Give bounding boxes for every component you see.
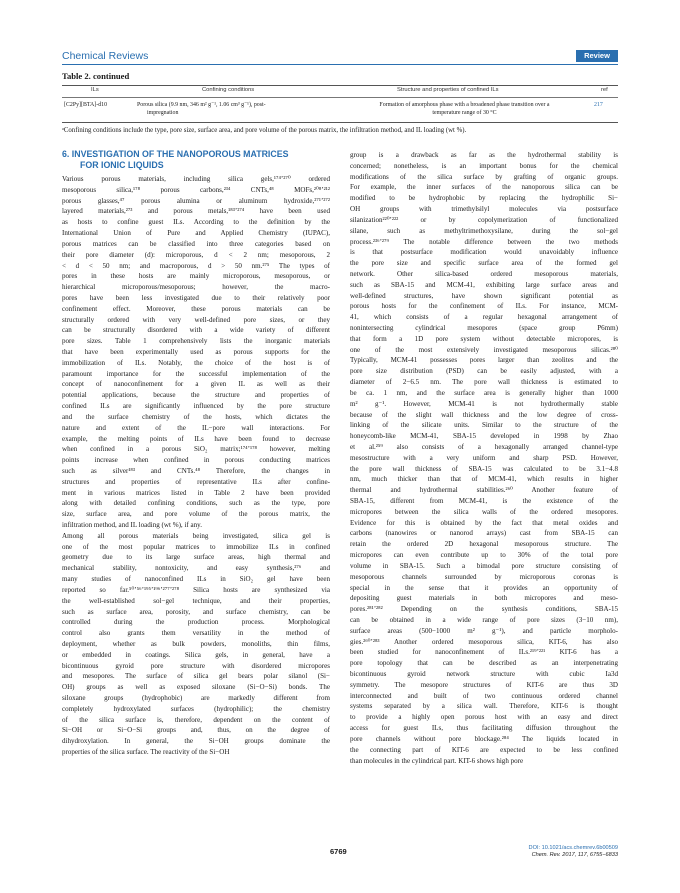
text-line: pore channels without pore blockage.²⁸⁴ The liquids located in xyxy=(350,734,618,743)
text-line: as hosts to confine guest ILs. According to the definition by the xyxy=(62,218,330,227)
text-line: thermal and hydrothermal stabilities.²⁶⁰ Another feature of xyxy=(350,486,618,495)
text-line: porous hosts for the confinement of ILs. For instance, MCM- xyxy=(350,302,618,311)
text-line: Si−OH or Si−O−Si groups and, thus, on the degree of xyxy=(62,726,330,735)
text-line: access for guest ILs, thus facilitating diffusion throughout the xyxy=(350,724,618,733)
text-line: siloxane groups (hydrophobic) are markedly different from xyxy=(62,694,330,702)
text-line: geometry due to its large surface areas, high thermal and xyxy=(62,553,330,562)
doi-link[interactable]: DOI: 10.1021/acs.chemrev.6b00509 xyxy=(528,845,618,851)
text-line: group is a drawback as far as the hydrothermal stability is xyxy=(350,151,618,159)
text-line: when confined in a porous SiO₂ matrix;¹⁷⁴ʼ¹⁷⁸ however, melting xyxy=(62,445,330,454)
text-line: ment in various matrices listed in Table 2 have been provided xyxy=(62,488,330,497)
text-line: can be obtained in a wide range of pore sizes (3−10 nm), xyxy=(350,615,618,624)
text-line: surface areas (500−1000 m² g⁻¹), and particle morpholo- xyxy=(350,626,618,635)
text-line: International Union of Pure and Applied Chemistry (IUPAC), xyxy=(62,229,330,238)
text-line: than molecules in the cylindrical part. KIT-6 shows high pore xyxy=(350,756,524,765)
text-line: carbons (nanowires or nanorod arrays) cast from SBA-15 can xyxy=(350,529,618,538)
text-line: along with detailed confining conditions, such as the type, pore xyxy=(62,499,330,508)
text-line: potential applications, because the structure and properties of xyxy=(62,391,330,400)
text-line: completely hydroxylated surfaces (hydrophilic); the chemistry xyxy=(62,704,330,713)
text-line: pore sizes. Table 1 comprehensively lists the inorganic materials xyxy=(62,337,330,346)
text-line: concept of nanoconfinement for a given IL as well as their xyxy=(62,380,330,389)
text-line: that have been experimentally used as porous supports for the xyxy=(62,348,330,356)
text-line: network. Other silica-based ordered mesoporous materials, xyxy=(350,269,618,278)
text-line: hierarchical microporous/mesoporous; however, the macro- xyxy=(62,283,330,292)
text-line: their pore diameter (d): microporous, d < 2 nm; mesoporous, 2 xyxy=(62,250,330,259)
text-line: Among all porous materials being investigated, silica gel is xyxy=(62,531,330,540)
text-line: nm, much thicker than that of MCM-41, which results in higher xyxy=(350,475,618,484)
text-line: to provide a highly open porous host with an easy and direct xyxy=(350,713,618,722)
text-line: because of the slight wall thickness and the low degree of cross- xyxy=(350,410,618,419)
journal-title: Chemical Reviews xyxy=(62,50,149,62)
text-line: structures and properties of representative ILs after confine- xyxy=(62,477,330,486)
table-header-conditions: Confining conditions xyxy=(202,87,255,93)
text-line: porous glasses,⁴⁷ porous alumina or aluminum hydroxide,²⁷¹ʼ²⁷² xyxy=(62,196,330,205)
text-line: Typically, MCM-41 possesses pores larger than zeolites and the xyxy=(350,356,618,365)
text-line: pore topology that can be described as an interpenetrating xyxy=(350,659,618,668)
text-line: process.²³⁶ʼ²⁷⁹ The notable difference between the two methods xyxy=(350,237,618,246)
text-line: points increase when confined in porous conducting matrices xyxy=(62,456,330,465)
text-line: and mesopores. The surface of silica gel bears polar silanol (Si− xyxy=(62,672,330,681)
text-line: the pore size and specific surface area of the formed gel xyxy=(350,259,618,268)
table-footnote: ᵃConfining conditions include the type, pore size, surface area, and pore volume of the porous matrix, the infiltration method, and IL loading (wt %). xyxy=(62,127,467,134)
text-line: pores in these hosts are mainly microporous, mesoporous, or xyxy=(62,272,330,281)
text-line: linking of the silicate units. Similar to the structure of the xyxy=(350,421,618,430)
text-line: the pore wall thickness of SBA-15 was calculated to be 3.1−4.8 xyxy=(350,464,618,473)
table-top-rule xyxy=(62,85,618,86)
table-header-rule xyxy=(62,97,618,98)
text-line: one of the most extensively investigated mesoporous silicas.²⁸⁰ xyxy=(350,345,618,354)
text-line: confined ILs are significantly influenced by the pore structure xyxy=(62,402,330,411)
text-line: the connecting part of KIT-6 are expected to be less confined xyxy=(350,745,618,754)
right-column xyxy=(350,150,618,766)
text-line: modifications of the silica surface by grafting of organic groups. xyxy=(350,172,618,181)
text-line: infiltration method, and IL loading (wt %), if any. xyxy=(62,521,202,529)
text-line: paramount importance for the successful implementation of the xyxy=(62,369,330,378)
text-line: mesoporous channels surrounded by microporous coronas is xyxy=(350,572,618,581)
text-line: or embedded in coatings. Silica gels, in general, have a xyxy=(62,650,330,659)
text-line: nonintersecting cylindrical mesopores (space group P6mm) xyxy=(350,324,618,332)
text-line: confinement effect. Moreover, these porous materials can be xyxy=(62,304,330,313)
table-cell-il: [C2Py][BTA]-d10 xyxy=(64,102,108,108)
text-line: deployment, whether as bulk powders, monoliths, thin films, xyxy=(62,639,330,648)
text-line: depositing guest materials in both micropores and meso- xyxy=(350,594,618,603)
text-line: honeycomb-like MCM-41, SBA-15 developed in 1998 by Zhao xyxy=(350,432,618,441)
text-line: retain the ordered 2D hexagonal mesoporous structure. The xyxy=(350,540,618,549)
text-line: is that postsurface modification would unavoidably influence xyxy=(350,248,618,257)
text-line: mechanical stability, nontoxicity, and easy synthesis,²⁷⁶ and xyxy=(62,564,330,573)
text-line: such as silver¹⁸³ and CNTs.⁴⁸ Therefore, the changes in xyxy=(62,466,330,475)
text-line: OH) groups as well as exposed siloxane (Si−O−Si) bonds. The xyxy=(62,683,330,692)
text-line: many studies of nanoconfined ILs in SiO₂ gel have been xyxy=(62,575,330,584)
text-line: micropores between the silica walls of the ordered mesopores. xyxy=(350,507,618,516)
table-cell-ref[interactable]: 217 xyxy=(594,102,603,108)
text-line: example, the melting points of ILs have been found to decrease xyxy=(62,434,330,443)
text-line: symmetry. The mesopore structures of KIT-6 are thus 3D xyxy=(350,680,618,689)
table-header-structure: Structure and properties of confined ILs xyxy=(397,87,499,93)
table-cell-conditions: Porous silica (9.9 nm, 346 m² g⁻¹, 1.06 cm³ g⁻¹), post- impregnation xyxy=(137,102,266,116)
text-line: systems separated by a silica wall. Therefore, KIT-6 is thought xyxy=(350,702,618,711)
text-line: well-defined structures, have shown significant potential as xyxy=(350,291,618,300)
text-line: bicontinuous gyroid pore structure with disordered micropores xyxy=(62,661,330,670)
text-line: mesostructure with a very uniform and sharp PSD. However, xyxy=(350,453,618,462)
table-bottom-rule xyxy=(62,122,618,123)
header-rule xyxy=(62,64,618,65)
text-line: interconnected and built of two continuous ordered channel xyxy=(350,691,618,700)
text-line: pore size distribution (PSD) can be easily adjusted, with a xyxy=(350,367,618,376)
text-line: et al.²⁵⁹ also consists of a hexagonally arranged channel-type xyxy=(350,442,618,451)
text-line: bicontinuous gyroid network structure with cubic Ia3d xyxy=(350,670,618,678)
text-line: control also grants them versatility in the method of xyxy=(62,629,330,638)
text-line: immobilization of ILs. Notably, the choice of the host is of xyxy=(62,358,330,367)
text-line: controlled during the production process. Morphological xyxy=(62,618,330,627)
text-line: layered materials,²⁷³ and porous metals,¹⁸³ʼ²⁷⁴ have been used xyxy=(62,207,330,216)
text-line: mesoporous silica,¹⁷⁸ porous carbons,²³⁴ CNTs,⁴⁸ MOFs,²⁰⁸ʼ²¹² xyxy=(62,185,330,194)
text-line: structurally ordered with very well-defined pore sizes, or they xyxy=(62,315,330,324)
doi-block xyxy=(529,845,618,859)
text-line: gies.²⁶⁰ʼ²⁸³ Another ordered mesoporous silica, KIT-6, has also xyxy=(350,637,618,646)
text-line: pores have been less investigated due to their relatively poor xyxy=(62,293,330,302)
text-line: SBA-15, different from MCM-41, is the existence of the xyxy=(350,497,618,505)
text-line: dihydroxylation. In general, the Si−OH groups dominate the xyxy=(62,737,330,746)
section-heading: 6. INVESTIGATION OF THE NANOPOROUS MATRICES FOR IONIC LIQUIDS xyxy=(62,149,289,170)
text-line: be ca. 1 nm, and the surface area is generally higher than 1000 xyxy=(350,388,618,397)
table-cell-structure: Formation of amorphous phase with a broadened phase transition over a temperature range of 30 °C xyxy=(379,102,550,116)
text-line: such as SBA-15 and MCM-41, exhibiting large surface areas and xyxy=(350,280,618,289)
text-line: such as surface area, porosity, and surface chemistry, can be xyxy=(62,607,330,616)
text-line: diameter of 2−6.5 nm. The pore wall thickness is estimated to xyxy=(350,378,618,387)
table-header-ils: ILs xyxy=(91,87,99,93)
text-line: volume in SBA-15. Such a bimodal pore structure consisting of xyxy=(350,561,618,570)
text-line: silanization²²⁰ʼ²²² or by copolymerization of functionalized xyxy=(350,215,618,224)
text-line: 41, which consists of a regular hexagonal arrangement of xyxy=(350,313,618,322)
text-line: concerned; nonetheless, is an important bonus for the chemical xyxy=(350,161,618,170)
text-line: one of the most popular matrices to immobilize ILs in confined xyxy=(62,542,330,551)
left-column xyxy=(62,174,330,758)
text-line: been studied for nanoconfinement of ILs.²¹⁹ʼ²²¹ KIT-6 has a xyxy=(350,648,618,657)
table-caption: Table 2. continued xyxy=(62,71,130,81)
text-line: Various porous materials, including silica gels,¹⁷⁴ʼ²⁷⁰ ordered xyxy=(62,175,330,183)
text-line: of the silica surface is, therefore, dependent on the content of xyxy=(62,715,330,724)
table-header-ref: ref xyxy=(601,87,608,93)
text-line: silane, such as methyltrimethoxysilane, during the sol−gel xyxy=(350,226,618,235)
review-badge: Review xyxy=(576,50,618,62)
text-line: modified to be hydrophobic by replacing the hydrophilic Si− xyxy=(350,194,618,203)
text-line: size, surface area, and pore volume of the porous matrix, the xyxy=(62,510,330,519)
page-number: 6769 xyxy=(330,847,347,856)
text-line: pores.²⁸¹ʼ²⁸² Depending on the synthesis conditions, SBA-15 xyxy=(350,605,618,614)
text-line: nature and extent of the IL−pore wall interactions. For xyxy=(62,423,330,432)
text-line: reported so far.⁵⁰ʼ⁵⁶ʼ¹⁹⁵ʼ¹⁹⁶ʼ²⁷⁷ʼ²⁷⁸ Silica hosts are synthesized via xyxy=(62,585,330,594)
text-line: < d < 50 nm; and macroporous, d > 50 nm.²⁷⁵ The types of xyxy=(62,261,330,270)
text-line: and the surface chemistry of the hosts, which dictates the xyxy=(62,412,330,421)
text-line: m² g⁻¹. However, MCM-41 is not hydrothermally stable xyxy=(350,399,618,408)
text-line: porous matrices can be classified into three categories based on xyxy=(62,239,330,248)
text-line: micropores can even contribute up to 30% of the total pore xyxy=(350,551,618,560)
citation: Chem. Rev. 2017, 117, 6755−6833 xyxy=(531,852,618,858)
text-line: OH groups with trimethylsilyl molecules via postsurface xyxy=(350,205,618,214)
text-line: can be structurally disordered with a wide variety of different xyxy=(62,326,330,335)
text-line: special in the sense that it provides an opportunity of xyxy=(350,583,618,592)
text-line: the well-established sol−gel technique, and their properties, xyxy=(62,596,330,605)
text-line: properties of the silica surface. The reactivity of the Si−OH xyxy=(62,748,230,757)
text-line: Evidence for this is obtained by the fact that metal oxides and xyxy=(350,518,618,527)
text-line: For example, the inner surfaces of the nanoporous silica can be xyxy=(350,183,618,192)
text-line: that form a 1D pore system without detectable micropores, is xyxy=(350,334,618,343)
